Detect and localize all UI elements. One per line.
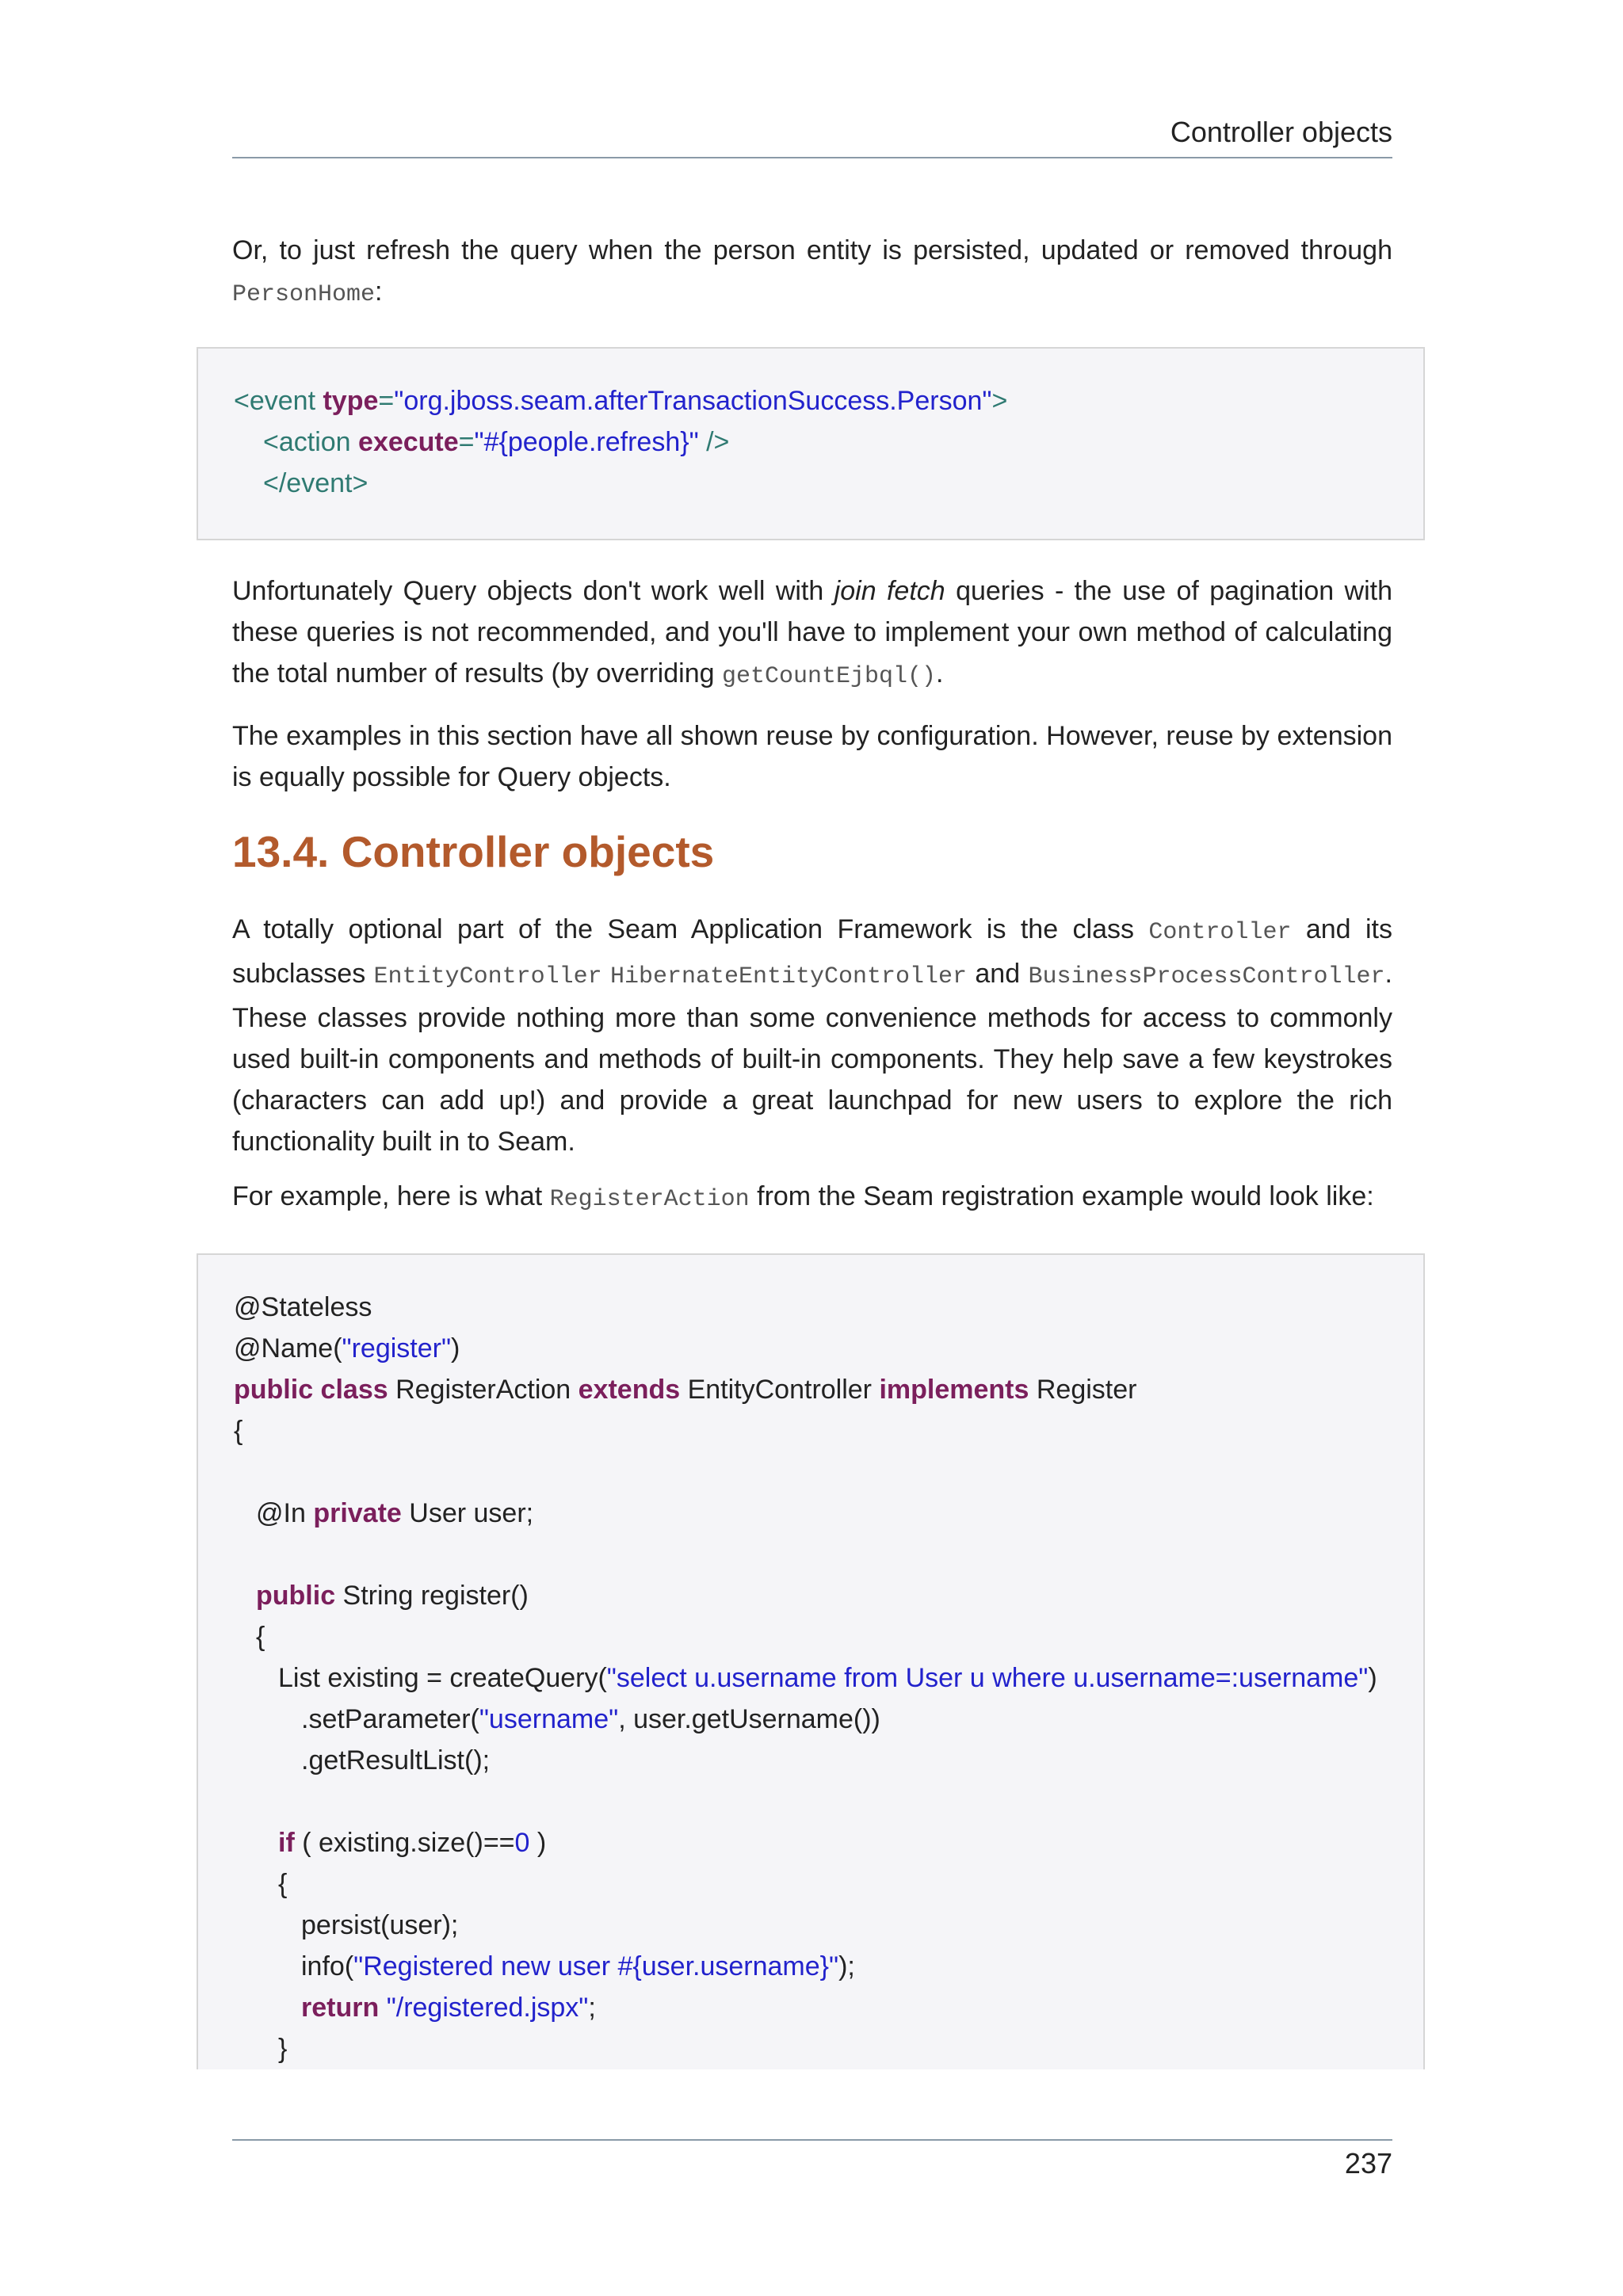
getcount-code: getCountEjbql() — [721, 663, 937, 690]
section-heading: 13.4. Controller objects — [232, 827, 715, 876]
xml-line-1: <event type="org.jboss.seam.afterTransactionSuccess.Person"> — [234, 386, 1008, 416]
java-line-9: .setParameter("username", user.getUsername()) — [301, 1704, 880, 1734]
join-fetch-paragraph: Unfortunately Query objects don't work well with join fetch queries - the use of pagination with these queries is not recommended, and you'll have to implement your own method of calculating the total number of results (by overriding getCountEjbql(). — [232, 576, 1392, 690]
java-line-8: List existing = createQuery("select u.username from User u where u.username=:username") — [278, 1663, 1377, 1693]
example-paragraph: For example, here is what RegisterAction from the Seam registration example would look like: — [232, 1181, 1374, 1213]
java-line-1: @Stateless — [234, 1292, 372, 1322]
page-number: 237 — [1344, 2147, 1392, 2180]
java-code-block — [197, 1253, 1425, 2069]
registeraction-code: RegisterAction — [549, 1186, 750, 1213]
intro-code: PersonHome — [232, 281, 376, 308]
controller-code: Controller — [1148, 919, 1292, 946]
xml-line-3: </event> — [263, 468, 369, 498]
xml-code-block — [197, 347, 1425, 540]
entitycontroller-code: EntityController — [373, 963, 602, 990]
java-line-15: return "/registered.jspx"; — [301, 1993, 596, 2023]
intro-tail: : — [375, 277, 383, 307]
java-line-2: @Name("register") — [234, 1333, 460, 1363]
running-header-title: Controller objects — [1170, 116, 1392, 148]
java-line-3: public class RegisterAction extends EntityController implements Register — [234, 1375, 1137, 1405]
java-line-12: { — [278, 1869, 288, 1899]
controller-paragraph: A totally optional part of the Seam Application Framework is the class Controller and its subclasses EntityController HibernateEntityController and BusinessProcessController. These classes provide nothing more than some convenience methods for access to commonly used built-in components and methods of built-in components. They help save a few keystrokes (characters can add up!) and provide a great launchpad for new users to explore the rich functionality built in to Seam. — [232, 914, 1392, 1157]
join-fetch-emphasis: join fetch — [834, 576, 945, 606]
java-line-5: @In private User user; — [256, 1498, 534, 1528]
java-line-14: info("Registered new user #{user.username}"); — [301, 1951, 855, 1981]
java-line-10: .getResultList(); — [301, 1745, 491, 1775]
java-line-13: persist(user); — [301, 1910, 459, 1940]
reuse-paragraph: The examples in this section have all shown reuse by configuration. However, reuse by extension is equally possible for Query objects. — [232, 721, 1392, 792]
java-line-16: } — [278, 2034, 288, 2064]
intro-text: Or, to just refresh the query when the person entity is persisted, updated or removed through — [232, 235, 1392, 265]
running-header — [232, 116, 1392, 158]
intro-paragraph — [232, 230, 1392, 315]
java-line-4: { — [234, 1416, 243, 1446]
xml-line-2: <action execute="#{people.refresh}" /> — [263, 427, 730, 457]
java-line-6: public String register() — [256, 1581, 529, 1611]
page-footer — [232, 2139, 1392, 2180]
java-line-11: if ( existing.size()==0 ) — [278, 1828, 547, 1858]
hibernateentitycontroller-code: HibernateEntityController — [609, 963, 968, 990]
java-line-7: { — [256, 1622, 265, 1652]
businessprocesscontroller-code: BusinessProcessController — [1028, 963, 1385, 990]
